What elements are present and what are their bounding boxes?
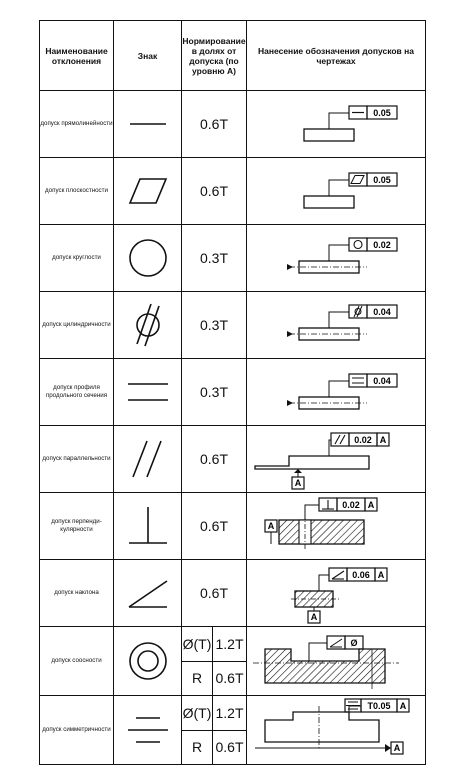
row-norm: 0.6T — [182, 158, 247, 225]
table-row — [40, 696, 426, 765]
angularity-icon — [123, 573, 173, 613]
datum-box: А — [267, 521, 274, 531]
table-row — [40, 225, 426, 292]
norm-prefix: Ø(T) — [182, 635, 212, 652]
frame-value: 0.02 — [372, 240, 391, 250]
parallelism-icon — [123, 435, 173, 483]
datum-letter: А — [367, 500, 374, 510]
norm-prefix: R — [191, 670, 203, 687]
table-header-row — [40, 21, 426, 91]
datum-box: А — [393, 743, 400, 753]
datum-letter: А — [399, 701, 406, 711]
frame-value: Ø — [349, 638, 358, 648]
straightness-icon — [123, 109, 173, 139]
straightness-drawing — [249, 93, 424, 155]
table-row — [40, 560, 426, 627]
row-name: допуск соосности — [40, 627, 114, 696]
frame-value: 0.02 — [341, 500, 360, 510]
row-norm: 0.6T — [182, 560, 247, 627]
tolerance-table — [39, 20, 426, 765]
norm-split — [182, 696, 246, 764]
row-norm: 0.6T — [182, 426, 247, 493]
row-name: допуск круглости — [40, 225, 114, 292]
circularity-drawing — [249, 227, 424, 289]
norm-split — [182, 627, 246, 695]
flatness-icon — [123, 171, 173, 211]
frame-value: 0.06 — [351, 570, 370, 580]
frame-value: 0.02 — [353, 435, 372, 445]
row-name: допуск плоскостности — [40, 158, 114, 225]
table-row — [40, 91, 426, 158]
flatness-drawing — [249, 160, 424, 222]
row-name: допуск прямолинейности — [40, 91, 114, 158]
row-name: допуск перпенди-кулярности — [40, 493, 114, 560]
row-norm: 0.6T — [182, 91, 247, 158]
row-norm: 0.3T — [182, 292, 247, 359]
symmetry-icon — [123, 710, 173, 750]
concentricity-drawing — [249, 629, 424, 693]
circularity-icon — [123, 233, 173, 283]
row-name: допуск цилиндричности — [40, 292, 114, 359]
table-row — [40, 292, 426, 359]
datum-box: А — [310, 612, 317, 622]
row-norm: 0.6T — [182, 493, 247, 560]
cylindricity-icon — [123, 298, 173, 352]
table-row — [40, 158, 426, 225]
symmetry-drawing — [249, 698, 424, 762]
frame-value: T0.05 — [366, 701, 391, 711]
concentricity-icon — [123, 636, 173, 686]
row-name: допуск параллельности — [40, 426, 114, 493]
norm-value: 0.6T — [212, 662, 246, 696]
perpendicularity-icon — [123, 501, 173, 551]
row-name: допуск симметричности — [40, 696, 114, 765]
cylindricity-drawing — [249, 294, 424, 356]
row-name: допуск наклона — [40, 560, 114, 627]
frame-value: 0.04 — [372, 376, 391, 386]
row-name: допуск профиля продольного сечения — [40, 359, 114, 426]
perpendicularity-drawing — [249, 494, 424, 558]
norm-prefix: Ø(T) — [182, 704, 212, 721]
frame-value: 0.04 — [372, 307, 391, 317]
norm-value: 1.2T — [212, 696, 246, 730]
datum-letter: А — [377, 570, 384, 580]
norm-prefix: R — [191, 739, 203, 756]
parallelism-drawing — [249, 426, 424, 492]
header-name: Наименование отклонения — [40, 21, 114, 91]
norm-value: 0.6T — [212, 731, 246, 765]
frame-value: 0.05 — [372, 108, 391, 118]
frame-value: 0.05 — [372, 175, 391, 185]
datum-box: А — [294, 478, 301, 488]
table-row — [40, 426, 426, 493]
header-sign: Знак — [114, 21, 182, 91]
table-row — [40, 359, 426, 426]
norm-value: 1.2T — [212, 627, 246, 661]
row-norm: 0.3T — [182, 225, 247, 292]
row-norm: 0.3T — [182, 359, 247, 426]
header-drawing: Нанесение обозначения допусков на чертежах — [247, 21, 426, 91]
angularity-drawing — [249, 561, 424, 625]
table-row — [40, 627, 426, 696]
datum-letter: А — [379, 435, 386, 445]
header-norm: Нормирование в долях от допуска (по уровню А) — [182, 21, 247, 91]
table-row — [40, 493, 426, 560]
longitudinal-profile-icon — [123, 372, 173, 412]
longitudinal-profile-drawing — [249, 361, 424, 423]
